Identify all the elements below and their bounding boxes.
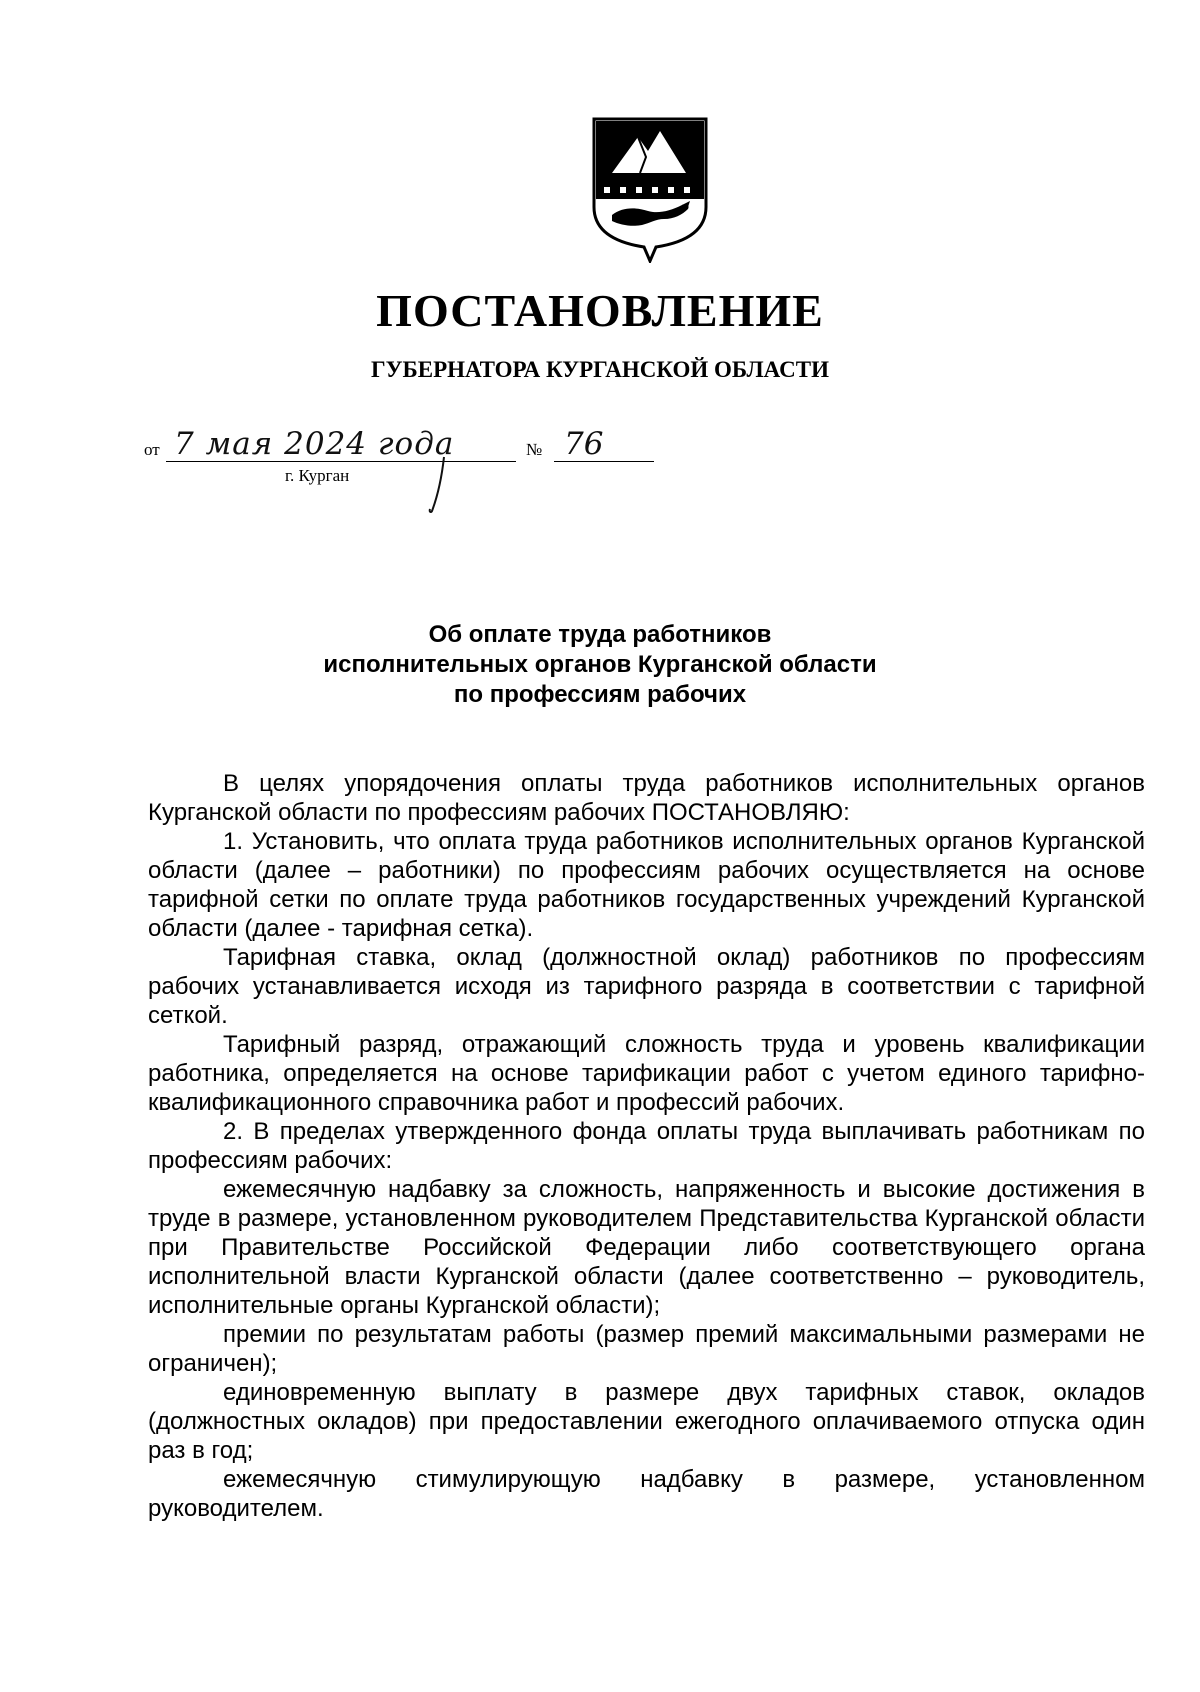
body-paragraph: ежемесячную надбавку за сложность, напряженность и высокие достижения в труде в размере, установленном руководителем Представительства Курганской области при Правительстве Российской Федерации либо соответствующего органа исполнительной власти Курганской области (далее соответственно – руководитель, исполнительные органы Курганской области); — [148, 1176, 1145, 1319]
handwritten-number: 76 — [564, 426, 604, 462]
title-line: исполнительных органов Курганской области — [323, 651, 877, 678]
coat-of-arms-emblem — [590, 115, 710, 263]
document-type-heading: ПОСТАНОВЛЕНИЕ — [376, 285, 824, 336]
title-line: Об оплате труда работников — [428, 621, 772, 648]
body-paragraph: Тарифный разряд, отражающий сложность труда и уровень квалификации работника, определяется на основе тарификации работ с учетом единого тарифно-квалификационного справочника работ и профессий рабочих. — [148, 1031, 1145, 1116]
date-number-line — [144, 428, 664, 468]
title-line: по профессиям рабочих — [453, 681, 747, 708]
document-body — [148, 769, 1145, 1523]
body-paragraph: В целях упорядочения оплаты труда работников исполнительных органов Курганской области по профессиям рабочих ПОСТАНОВЛЯЮ: — [148, 770, 1145, 826]
date-from-label: от — [144, 440, 160, 459]
handwriting-stroke — [428, 455, 450, 515]
body-paragraph: единовременную выплату в размере двух тарифных ставок, окладов (должностных окладов) при предоставлении ежегодного оплачиваемого отпуска один раз в год; — [148, 1379, 1145, 1464]
handwritten-date: 7 мая 2024 года — [174, 426, 455, 462]
city-label: г. Курган — [285, 466, 350, 485]
document-title — [0, 620, 1200, 710]
issuer-heading: ГУБЕРНАТОРА КУРГАНСКОЙ ОБЛАСТИ — [371, 357, 829, 382]
body-paragraph: 2. В пределах утвержденного фонда оплаты труда выплачивать работникам по профессиям рабочих: — [148, 1118, 1145, 1174]
body-paragraph: ежемесячную стимулирующую надбавку в размере, установленном руководителем. — [148, 1466, 1145, 1522]
body-paragraph: 1. Установить, что оплата труда работников исполнительных органов Курганской области (далее – работники) по профессиям рабочих осуществляется на основе тарифной сетки по оплате труда работников государственных учреждений Курганской области (далее - тарифная сетка). — [148, 828, 1145, 942]
body-paragraph: Тарифная ставка, оклад (должностной оклад) работников по профессиям рабочих устанавливается исходя из тарифного разряда в соответствии с тарифной сеткой. — [148, 944, 1145, 1029]
number-label: № — [526, 440, 543, 459]
body-paragraph: премии по результатам работы (размер премий максимальными размерами не ограничен); — [148, 1321, 1145, 1377]
